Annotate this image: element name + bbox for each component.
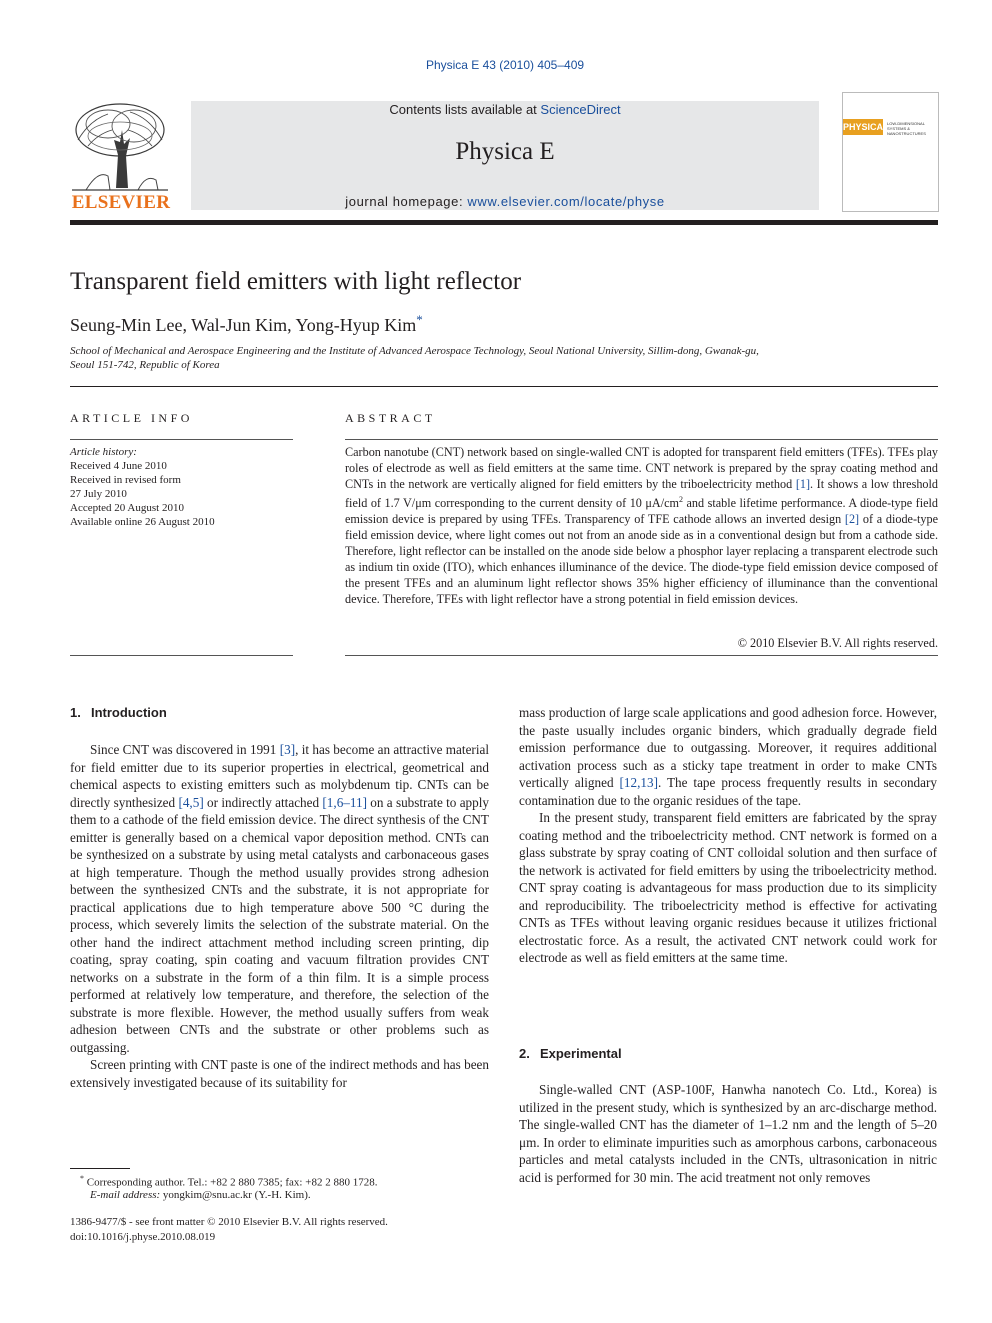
footnote-email: E-mail address: yongkim@snu.ac.kr (Y.-H. Kim). xyxy=(90,1189,311,1201)
paragraph: Screen printing with CNT paste is one of the indirect methods and has been extensively investigated because of its suitability for xyxy=(70,1057,489,1090)
sciencedirect-link[interactable]: ScienceDirect xyxy=(540,102,621,117)
body-column-right-experimental xyxy=(519,1081,937,1186)
divider xyxy=(70,386,938,387)
history-item: 27 July 2010 xyxy=(70,488,127,500)
homepage-line: journal homepage: www.elsevier.com/locate/physe xyxy=(345,194,665,209)
elsevier-wordmark: ELSEVIER xyxy=(71,192,171,213)
affiliation: School of Mechanical and Aerospace Engineering and the Institute of Advanced Aerospace Technology, Seoul National University, Sillim-dong, Gwanak-gu, Seoul 151-742, Republic of Korea xyxy=(70,345,759,371)
footnote-rule xyxy=(70,1168,130,1169)
article-title: Transparent field emitters with light reflector xyxy=(70,268,522,295)
reference-link[interactable]: [4,5] xyxy=(178,794,204,810)
paragraph: Single-walled CNT (ASP-100F, Hanwha nanotech Co. Ltd., Korea) is utilized in the present study, which is synthesized by an arc-discharge method. The single-walled CNT has the diameter of 1–1.2 nm and the length of 5–20 μm. In order to eliminate impurities such as amorphous carbons, carbonaceous particles and metal catalysts included in the CNTs, ultrasonication in nitric acid is performed for 30 min. The acid treatment not only removes xyxy=(519,1082,937,1185)
divider xyxy=(345,655,938,656)
reference-link[interactable]: [12,13] xyxy=(619,775,658,790)
journal-name: Physica E xyxy=(455,138,555,165)
doi-line: doi:10.1016/j.physe.2010.08.019 xyxy=(70,1231,216,1243)
abstract-copyright: © 2010 Elsevier B.V. All rights reserved. xyxy=(737,636,938,650)
corresponding-author-mark[interactable]: * xyxy=(416,312,423,327)
paragraph: Since CNT was discovered in 1991 [3], it has become an attractive material for field emitter due to its superior properties in electrical, geometrical and chemical aspects to existing emitters such as molybdenum tip. CNTs can be directly synthesized [4,5] or indirectly attached [1,6–11] on a substrate to apply them to a cathode of the field emission device. The direct synthesis of the CNT emitter is generally based on a chemical vapor deposition method. CNTs can be synthesized on a substrate by using metal catalysts and carbonaceous gases at high temperature. Though the method usually provides strong adhesion between the synthesized CNTs and the substrate, it is not appropriate for practical applications due to high temperature above 500 °C during the process, which severely limits the selection of the substrate material. On the other hand the indirect attachment method including screen printing, dip coating, spray coating, spin coating and vacuum filtration provides CNT networks on a substrate in the form of a thin film. It is a simple process performed at relatively low temperature, and therefore, the selection of the substrate is more flexible. However, the method usually suffers from weak adhesion between CNTs and the substrate or other problems such as outgassing. xyxy=(70,742,489,1055)
cover-subtitle: LOW-DIMENSIONAL SYSTEMS & NANOSTRUCTURES xyxy=(887,121,926,136)
homepage-link[interactable]: www.elsevier.com/locate/physe xyxy=(467,194,665,209)
divider xyxy=(70,439,293,440)
reference-link[interactable]: [1] xyxy=(795,477,811,491)
body-column-right xyxy=(519,704,937,967)
cover-band: PHYSICA E xyxy=(843,119,883,135)
journal-cover-thumbnail xyxy=(842,92,939,212)
footnote-corresponding: * Corresponding author. Tel.: +82 2 880 7385; fax: +82 2 880 1728. xyxy=(80,1174,378,1189)
divider xyxy=(70,655,293,656)
article-history-label: Article history: xyxy=(70,446,137,458)
reference-link[interactable]: [3] xyxy=(279,742,296,757)
history-item: Accepted 20 August 2010 xyxy=(70,502,184,514)
reference-link[interactable]: [1,6–11] xyxy=(322,794,367,810)
history-item: Received 4 June 2010 xyxy=(70,460,167,472)
paragraph: mass production of large scale applications and good adhesion force. However, the paste usually includes organic binders, which gradually degrade field emission performance due to outgassing. Moreover, it requires additional activation process such as a sticky tape treatment in order to make CNTs vertically aligned [12,13]. The tape process frequently results in secondary contamination due to the organic residues of the tape. xyxy=(519,705,937,808)
journal-reference-link[interactable]: Physica E 43 (2010) 405–409 xyxy=(425,58,585,72)
authors: Seung-Min Lee, Wal-Jun Kim, Yong-Hyup Kim* xyxy=(70,312,423,335)
issn-line: 1386-9477/$ - see front matter © 2010 Elsevier B.V. All rights reserved. xyxy=(70,1216,388,1228)
article-info-heading: ARTICLE INFO xyxy=(70,411,193,425)
reference-link[interactable]: [2] xyxy=(844,512,860,527)
body-column-left xyxy=(70,741,489,1091)
contents-line: Contents lists available at ScienceDirect xyxy=(389,102,621,117)
history-item: Received in revised form xyxy=(70,474,181,486)
abstract-text: Carbon nanotube (CNT) network based on single-walled CNT is adopted for transparent field emitters (TFEs). TFEs play roles of electrode as well as field emitters at the same time. CNT network is prepared by the spray coating method and CNTs in the network are vertically aligned for field emitters by the triboelectricity method [1]. It shows a low threshold field of 1.7 V/μm corresponding to the current density of 10 $\mu A/cm^2$ and stable lifetime performance. A diode-type field emission device is prepared by using TFEs. Transparency of TFE cathode allows an inverted design [2] of a diode-type field emission device, where light comes out not from an anode side as in a conventional design but from a cathode side. Therefore, light reflector can be installed on the anode side below a phosphor layer replacing a transparent electrode such as indium tin oxide (ITO), which enhances illuminance of the device. The diode-type field emission device composed of the present TFEs and an aluminum light reflector shows 35% higher efficiency of illuminance than the conventional device. Therefore, TFEs with light reflector have a strong potential in field emission devices. xyxy=(345,445,939,607)
abstract-heading: ABSTRACT xyxy=(345,411,436,425)
divider xyxy=(345,439,938,440)
section-heading-introduction: 1. Introduction xyxy=(70,705,167,720)
header-rule xyxy=(70,220,938,225)
history-item: Available online 26 August 2010 xyxy=(70,516,215,528)
section-heading-experimental: 2. Experimental xyxy=(519,1046,622,1061)
paragraph: In the present study, transparent field emitters are fabricated by the spray coating method and the triboelectricity method. CNT network is formed on a glass substrate by spray coating of CNT colloidal solution and then surface of the network is activated for field emitters by using the triboelectricity method. CNT spray coating is advantageous for mass production due to its simplicity and reproducibility. The triboelectricity method is effective for activating CNTs as TFEs without leaving organic residues because it utilizes frictional electrostatic force. As a result, the activated CNT network could work for electrode as well as field emitters at the same time. xyxy=(519,810,937,965)
